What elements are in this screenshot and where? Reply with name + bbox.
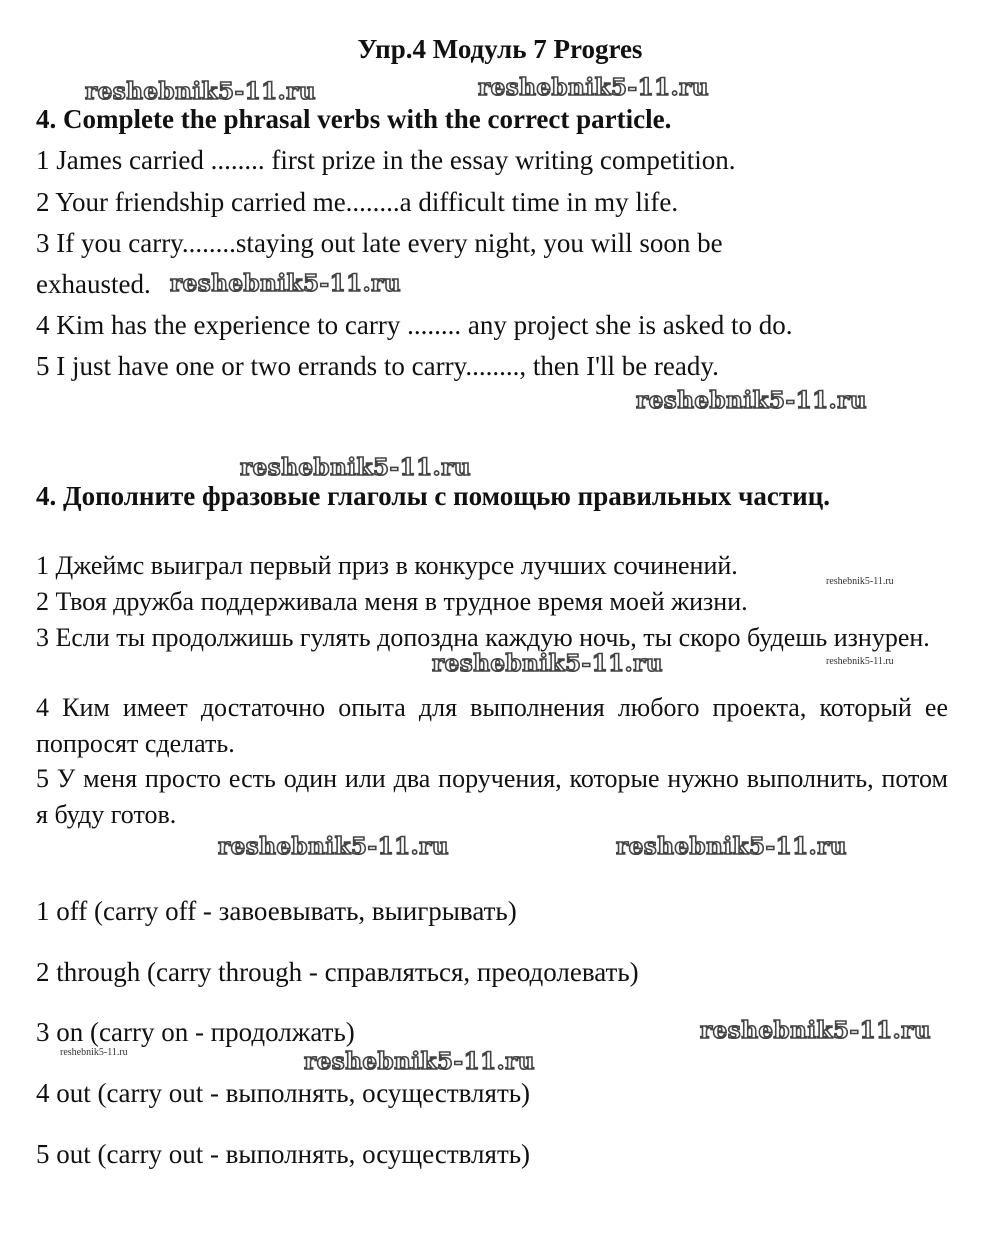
watermark-large: reshebnik5-11.ru xyxy=(432,650,663,677)
english-sentence: 5 I just have one or two errands to carry........, then I'll be ready. xyxy=(36,351,719,381)
answer-item: 4 out (carry out - выполнять, осуществлять) xyxy=(36,1078,531,1108)
english-sentence: 3 If you carry........staying out late every night, you will soon be xyxy=(36,228,723,258)
watermark-large: reshebnik5-11.ru xyxy=(616,833,847,860)
russian-sentence: 3 Если ты продолжишь гулять допоздна каждую ночь, ты скоро будешь изнурен. xyxy=(36,623,930,652)
watermark-small: reshebnik5-11.ru xyxy=(60,1047,128,1058)
page-title: Упр.4 Модуль 7 Progres xyxy=(357,34,643,64)
russian-sentence: 5 У меня просто есть один или два поручения, которые нужно выполнить, потом я буду готов. xyxy=(36,764,948,829)
watermark-large: reshebnik5-11.ru xyxy=(478,74,709,101)
english-sentence: 2 Your friendship carried me........a difficult time in my life. xyxy=(36,187,679,217)
english-sentence: exhausted. xyxy=(36,269,151,299)
watermark-large: reshebnik5-11.ru xyxy=(700,1017,931,1044)
english-sentence: 4 Kim has the experience to carry ........ any project she is asked to do. xyxy=(36,310,793,340)
watermark-large: reshebnik5-11.ru xyxy=(240,454,471,481)
watermark-large: reshebnik5-11.ru xyxy=(218,833,449,860)
answer-item: 3 on (carry on - продолжать) xyxy=(36,1017,355,1047)
answer-item: 5 out (carry out - выполнять, осуществлять) xyxy=(36,1139,531,1169)
watermark-large: reshebnik5-11.ru xyxy=(170,270,401,297)
answer-item: 2 through (carry through - справляться, преодолевать) xyxy=(36,957,639,987)
watermark-small: reshebnik5-11.ru xyxy=(826,576,894,587)
watermark-large: reshebnik5-11.ru xyxy=(85,78,316,105)
answer-item: 1 off (carry off - завоевывать, выигрывать) xyxy=(36,896,517,926)
russian-sentence: 4 Ким имеет достаточно опыта для выполнения любого проекта, который ее попросят сделать. xyxy=(36,693,948,758)
russian-heading: 4. Дополните фразовые глаголы с помощью правильных частиц. xyxy=(36,481,831,511)
watermark-large: reshebnik5-11.ru xyxy=(304,1048,535,1075)
russian-sentence: 1 Джеймс выиграл первый приз в конкурсе лучших сочинений. xyxy=(36,551,738,580)
watermark-small: reshebnik5-11.ru xyxy=(826,656,894,667)
watermark-large: reshebnik5-11.ru xyxy=(636,387,867,414)
english-heading: 4. Complete the phrasal verbs with the correct particle. xyxy=(36,104,672,134)
english-sentence: 1 James carried ........ first prize in the essay writing competition. xyxy=(36,145,736,175)
russian-sentence: 2 Твоя дружба поддерживала меня в трудное время моей жизни. xyxy=(36,587,748,616)
